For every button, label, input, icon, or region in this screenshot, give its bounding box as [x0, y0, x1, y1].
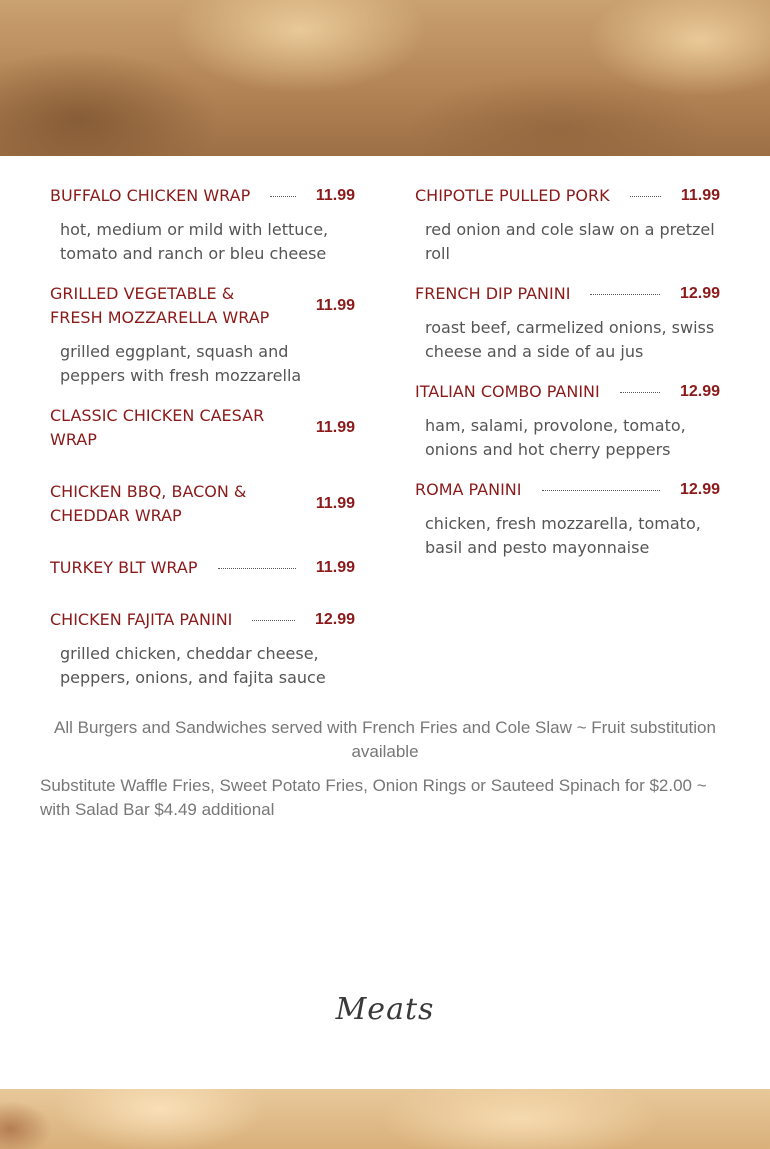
- item-name: ITALIAN COMBO PANINI: [415, 382, 600, 401]
- section-title-meats: Meats: [335, 992, 435, 1027]
- item-name: ROMA PANINI: [415, 480, 522, 499]
- item-name: CHICKEN BBQ, BACON & CHEDDAR WRAP: [50, 482, 247, 525]
- item-price: 11.99: [315, 495, 355, 512]
- dot-leader: [590, 294, 660, 295]
- item-name: CLASSIC CHICKEN CAESAR WRAP: [50, 406, 265, 449]
- item-name: FRENCH DIP PANINI: [415, 284, 571, 303]
- menu-column-left: [50, 184, 355, 706]
- item-price: 11.99: [315, 187, 355, 204]
- served-with-note: All Burgers and Sandwiches served with French Fries and Cole Slaw ~ Fruit substitution available: [54, 718, 716, 761]
- item-price: 12.99: [679, 481, 720, 498]
- item-price: 11.99: [315, 559, 355, 576]
- item-description: ham, salami, provolone, tomato, onions and hot cherry peppers: [425, 416, 686, 459]
- item-description: grilled eggplant, squash and peppers with fresh mozzarella: [60, 342, 302, 385]
- menu-item: [415, 380, 730, 462]
- menu-item: [50, 282, 355, 388]
- item-description: hot, medium or mild with lettuce, tomato and ranch or bleu cheese: [60, 220, 329, 263]
- section-banner-image: [0, 1089, 770, 1149]
- item-price: 12.99: [679, 383, 720, 400]
- substitution-note: Substitute Waffle Fries, Sweet Potato Fries, Onion Rings or Sauteed Spinach for $2.00 ~ with Salad Bar $4.49 additional: [40, 776, 707, 819]
- dot-leader: [630, 196, 661, 197]
- menu-item: [50, 480, 355, 528]
- item-name: CHIPOTLE PULLED PORK: [415, 186, 610, 205]
- item-name: TURKEY BLT WRAP: [50, 558, 198, 577]
- item-price: 11.99: [315, 419, 355, 436]
- dot-leader: [542, 490, 660, 491]
- menu-item: [415, 478, 730, 560]
- header-banner-image: [0, 0, 770, 156]
- item-price: 12.99: [679, 285, 720, 302]
- dot-leader: [218, 568, 296, 569]
- menu-item: [415, 282, 730, 364]
- menu-item: [415, 184, 730, 266]
- menu-item: [50, 556, 355, 580]
- dot-leader: [620, 392, 660, 393]
- item-price: 11.99: [315, 297, 355, 314]
- dot-leader: [270, 196, 296, 197]
- menu-item: [50, 404, 355, 452]
- item-name: GRILLED VEGETABLE & FRESH MOZZARELLA WRAP: [50, 284, 270, 327]
- item-name: BUFFALO CHICKEN WRAP: [50, 186, 251, 205]
- menu-item: [50, 184, 355, 266]
- item-price: 12.99: [314, 611, 355, 628]
- item-name: CHICKEN FAJITA PANINI: [50, 610, 233, 629]
- item-price: 11.99: [680, 187, 720, 204]
- dot-leader: [252, 620, 295, 621]
- menu-item: [50, 608, 355, 690]
- item-description: grilled chicken, cheddar cheese, peppers, onions, and fajita sauce: [60, 644, 326, 687]
- menu-column-right: [415, 184, 730, 576]
- item-description: red onion and cole slaw on a pretzel roll: [425, 220, 715, 263]
- item-description: roast beef, carmelized onions, swiss cheese and a side of au jus: [425, 318, 715, 361]
- item-description: chicken, fresh mozzarella, tomato, basil and pesto mayonnaise: [425, 514, 701, 557]
